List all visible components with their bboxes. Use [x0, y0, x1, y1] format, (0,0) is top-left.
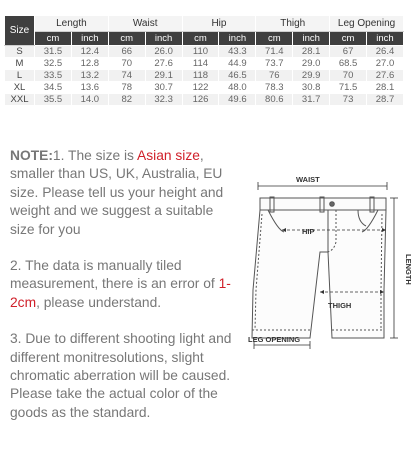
measurement-cell: 71.4: [256, 46, 293, 58]
size-cell: XL: [5, 82, 35, 94]
measurement-cell: 82: [108, 94, 145, 106]
measurement-cell: 67: [330, 46, 367, 58]
measurement-cell: 118: [182, 70, 219, 82]
measurement-cell: 70: [330, 70, 367, 82]
measurement-cell: 35.5: [35, 94, 72, 106]
measurement-cell: 78.3: [256, 82, 293, 94]
measurement-cell: 30.8: [293, 82, 330, 94]
note-2-text: 2. The data is manually tiled measurement, there is an error of: [10, 258, 219, 292]
measurement-cell: 68.5: [330, 58, 367, 70]
hip-header: Hip: [182, 16, 256, 32]
measurement-cell: 33.5: [35, 70, 72, 82]
unit-header: inch: [71, 32, 108, 46]
measurement-cell: 12.4: [71, 46, 108, 58]
measurement-cell: 44.9: [219, 58, 256, 70]
measurement-cell: 27.6: [145, 58, 182, 70]
measurement-cell: 34.5: [35, 82, 72, 94]
table-row: [5, 94, 404, 106]
asian-size-highlight: Asian size: [137, 148, 200, 163]
measurement-cell: 26.4: [367, 46, 404, 58]
table-row: [5, 46, 404, 58]
measurement-cell: 48.0: [219, 82, 256, 94]
unit-header: inch: [293, 32, 330, 46]
measurement-cell: 27.0: [367, 58, 404, 70]
length-measure-line: [390, 198, 398, 338]
unit-header-row: [5, 32, 404, 46]
thigh-label: THIGH: [328, 301, 352, 310]
size-column-header: Size: [5, 16, 35, 46]
note-2-text-end: , please understand.: [36, 294, 162, 310]
unit-header: inch: [219, 32, 256, 46]
measurement-cell: 27.6: [367, 70, 404, 82]
measurement-cell: 13.6: [71, 82, 108, 94]
length-header: Length: [35, 16, 109, 32]
measurement-cell: 43.3: [219, 46, 256, 58]
waist-label: WAIST: [296, 175, 320, 184]
measurement-cell: 122: [182, 82, 219, 94]
measurement-cell: 74: [108, 70, 145, 82]
leg-opening-label: LEG OPENING: [248, 335, 301, 344]
table-row: [5, 82, 404, 94]
group-header-row: [5, 16, 404, 32]
waist-measure-line: [258, 182, 387, 190]
measurement-cell: 29.9: [293, 70, 330, 82]
note-1: [10, 147, 240, 239]
measurement-cell: 76: [256, 70, 293, 82]
measurement-cell: 66: [108, 46, 145, 58]
note-label: NOTE:: [10, 148, 53, 163]
note-3: 3. Due to different shooting light and different monitresolutions, slight chromatic aberration will be caused. Please take the actual color of the goods as the standard.: [10, 331, 232, 420]
notes-section: [10, 147, 240, 440]
measurement-cell: 30.7: [145, 82, 182, 94]
measurement-cell: 14.0: [71, 94, 108, 106]
unit-header: inch: [367, 32, 404, 46]
unit-header: cm: [256, 32, 293, 46]
table-row: [5, 70, 404, 82]
measurement-cell: 29.1: [145, 70, 182, 82]
measurement-cell: 32.5: [35, 58, 72, 70]
unit-header: cm: [108, 32, 145, 46]
thigh-header: Thigh: [256, 16, 330, 32]
measurement-cell: 12.8: [71, 58, 108, 70]
unit-header: cm: [35, 32, 72, 46]
shorts-measurement-diagram: [244, 170, 416, 370]
shorts-outline: [252, 197, 386, 338]
measurement-cell: 49.6: [219, 94, 256, 106]
table-row: [5, 58, 404, 70]
unit-header: cm: [182, 32, 219, 46]
unit-header: inch: [145, 32, 182, 46]
note-1-text-end: , smaller than US, UK, Australia, EU size. Please tell us your height and weight and we suggest a suitable size for you: [10, 148, 224, 237]
measurement-cell: 26.0: [145, 46, 182, 58]
note-1-text: 1. The size is: [52, 148, 138, 163]
measurement-cell: 110: [182, 46, 219, 58]
measurement-cell: 71.5: [330, 82, 367, 94]
error-range-highlight: 1-2cm: [10, 276, 231, 310]
measurement-cell: 29.0: [293, 58, 330, 70]
measurement-cell: 126: [182, 94, 219, 106]
size-chart-table: [4, 15, 404, 106]
note-2: [10, 257, 240, 312]
table-body: [5, 46, 404, 106]
size-cell: XXL: [5, 94, 35, 106]
measurement-cell: 28.7: [367, 94, 404, 106]
length-label: LENGTH: [404, 254, 413, 285]
measurement-cell: 78: [108, 82, 145, 94]
unit-header: cm: [330, 32, 367, 46]
measurement-cell: 28.1: [293, 46, 330, 58]
leg-opening-header: Leg Opening: [330, 16, 404, 32]
measurement-cell: 28.1: [367, 82, 404, 94]
measurement-cell: 32.3: [145, 94, 182, 106]
measurement-cell: 13.2: [71, 70, 108, 82]
measurement-cell: 31.5: [35, 46, 72, 58]
shorts-illustration: [244, 170, 416, 370]
size-cell: M: [5, 58, 35, 70]
measurement-cell: 80.6: [256, 94, 293, 106]
waist-header: Waist: [108, 16, 182, 32]
measurement-cell: 114: [182, 58, 219, 70]
measurement-cell: 73.7: [256, 58, 293, 70]
measurement-cell: 73: [330, 94, 367, 106]
measurement-cell: 31.7: [293, 94, 330, 106]
measurement-cell: 70: [108, 58, 145, 70]
size-cell: S: [5, 46, 35, 58]
hip-label: HIP: [302, 227, 315, 236]
size-cell: L: [5, 70, 35, 82]
measurement-cell: 46.5: [219, 70, 256, 82]
